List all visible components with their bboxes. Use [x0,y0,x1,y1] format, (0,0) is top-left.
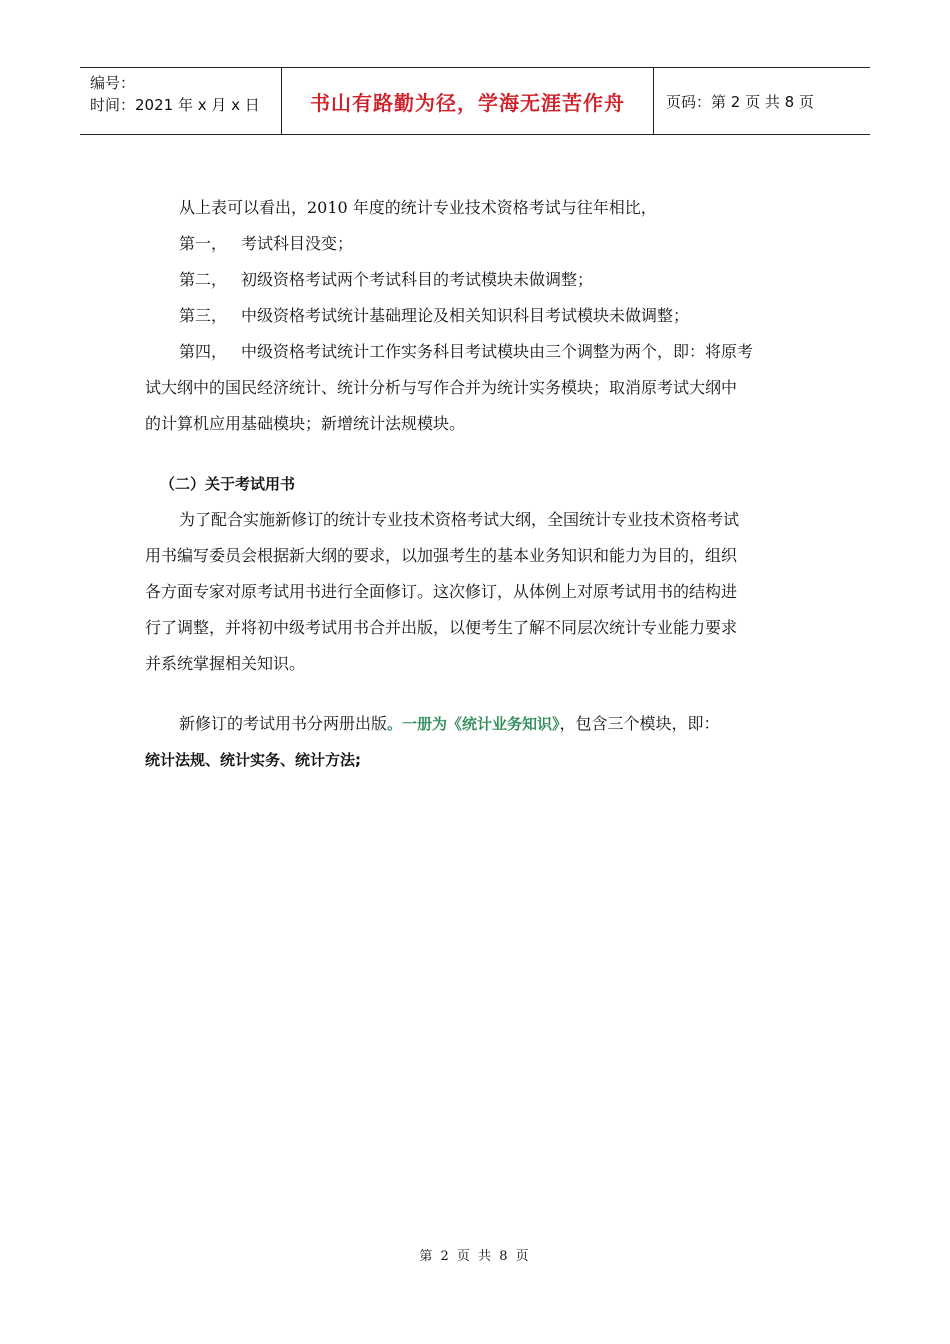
para2-end: ，包含三个模块，即： [559,714,720,733]
number-label: 编号： [90,74,136,92]
item-text: 初级资格考试两个考试科目的考试模块未做调整； [241,270,594,289]
header-meta [80,68,282,134]
paragraph-line [145,706,805,742]
page-header [80,67,870,135]
item-text: 考试科目没变； [241,234,354,253]
paragraph-line: 并系统掌握相关知识。 [145,654,306,673]
list-item [145,334,805,370]
time-label: 时间：2021 年 x 月 x 日 [90,96,260,114]
item-text: 中级资格考试统计工作实务科目考试模块由三个调整为两个，即：将原考 [241,342,754,361]
list-item [145,298,805,334]
item-number: 第二， [179,270,228,289]
header-page-label: 页码：第 2 页 共 8 页 [666,92,814,111]
section-title: （二）关于考试用书 [160,475,296,493]
item-text: 中级资格考试统计基础理论及相关知识科目考试模块未做调整； [241,306,690,325]
list-item [145,262,805,298]
paragraph-line: 行了调整，并将初中级考试用书合并出版，以便考生了解不同层次统计专业能力要求 [145,618,738,637]
item-number: 第四， [179,342,228,361]
item-continuation: 试大纲中的国民经济统计、统计分析与写作合并为统计实务模块；取消原考试大纲中 [145,378,738,397]
para2-start: 新修订的考试用书分两册出版 [179,714,388,733]
item-number: 第一， [179,234,228,253]
item-number: 第三， [179,306,228,325]
item-continuation: 的计算机应用基础模块；新增统计法规模块。 [145,414,466,433]
page-footer: 第 2 页 共 8 页 [419,1249,531,1264]
document-body [145,190,805,778]
list-item [145,226,805,262]
intro-line: 从上表可以看出，2010 年度的统计专业技术资格考试与往年相比， [179,198,657,217]
paragraph-line: 用书编写委员会根据新大纲的要求，以加强考生的基本业务知识和能力为目的，组织 [145,546,738,565]
book-title-highlight: 。一册为《统计业务知识》 [387,715,560,733]
paragraph-line: 各方面专家对原考试用书进行全面修订。这次修订，从体例上对原考试用书的结构进 [145,582,738,601]
paragraph-line: 为了配合实施新修订的统计专业技术资格考试大纲，全国统计专业技术资格考试 [179,510,740,529]
module-list: 统计法规、统计实务、统计方法; [145,751,362,769]
header-motto: 书山有路勤为径，学海无涯苦作舟 [282,68,654,134]
